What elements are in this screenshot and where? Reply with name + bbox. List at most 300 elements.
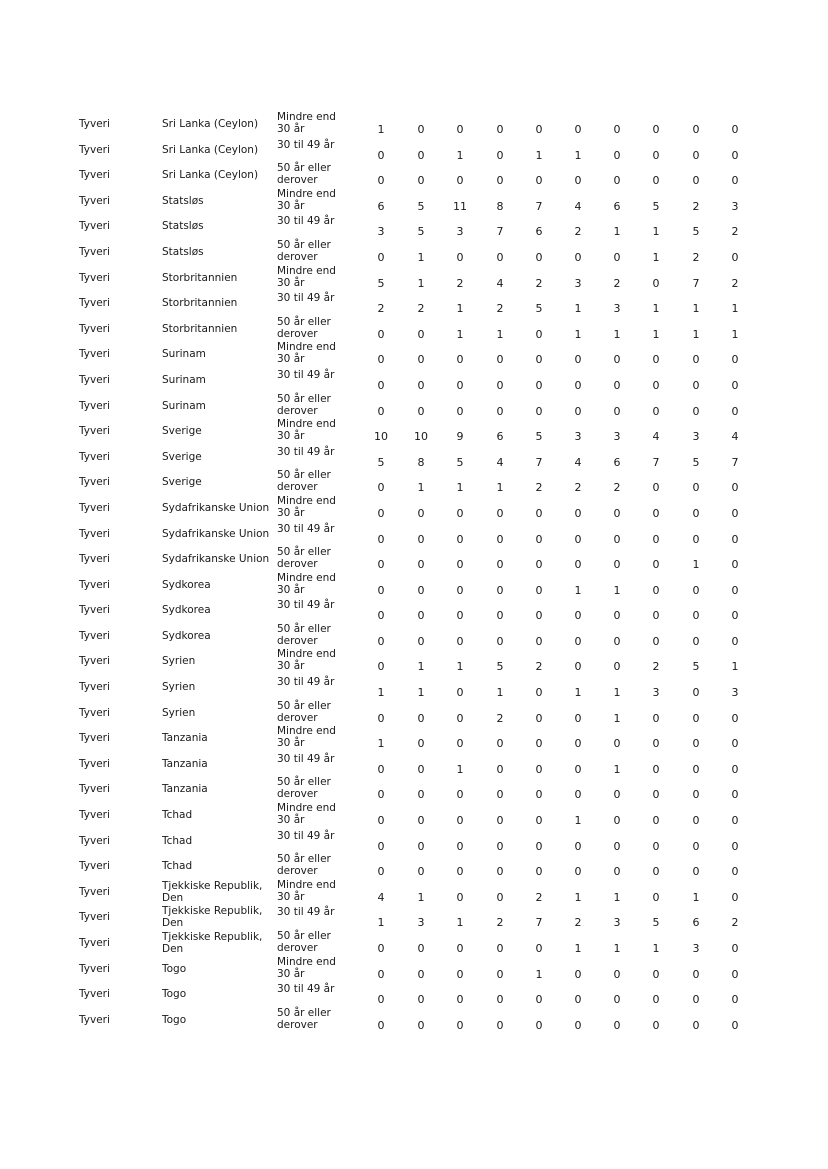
crime-cell: Tyveri <box>79 450 110 463</box>
count-cell: 3 <box>377 225 385 239</box>
count-cell: 0 <box>574 353 582 367</box>
count-cell: 2 <box>574 225 582 239</box>
count-cell: 0 <box>456 558 464 572</box>
count-cell: 0 <box>496 865 504 879</box>
country-cell: Tchad <box>162 809 193 822</box>
count-cell: 8 <box>417 455 425 469</box>
count-cell: 0 <box>496 558 504 572</box>
count-cell: 0 <box>692 148 700 162</box>
count-cell: 0 <box>535 327 543 341</box>
crime-cell: Tyveri <box>79 501 110 514</box>
age-group-cell: 30 til 49 år <box>277 829 335 842</box>
count-cell: 0 <box>456 250 464 264</box>
count-cell: 2 <box>377 302 385 316</box>
country-cell: Storbritannien <box>162 297 238 310</box>
count-cell: 0 <box>377 865 385 879</box>
count-cell: 1 <box>652 250 660 264</box>
count-cell: 3 <box>574 276 582 290</box>
count-cell: 0 <box>456 174 464 188</box>
table-row <box>0 340 828 366</box>
country-cell: Tanzania <box>162 732 208 745</box>
count-cell: 0 <box>692 788 700 802</box>
count-cell: 6 <box>692 916 700 930</box>
count-cell: 0 <box>456 788 464 802</box>
country-cell: Sydkorea <box>162 629 211 642</box>
age-group-cell: 30 til 49 år <box>277 445 335 458</box>
age-group-cell: Mindre end 30 år <box>277 494 336 519</box>
table-row <box>0 238 828 264</box>
count-cell: 0 <box>574 174 582 188</box>
count-cell: 2 <box>613 481 621 495</box>
table-row <box>0 955 828 981</box>
count-cell: 3 <box>613 430 621 444</box>
count-cell: 0 <box>652 865 660 879</box>
count-cell: 4 <box>574 455 582 469</box>
count-cell: 1 <box>496 686 504 700</box>
count-cell: 0 <box>417 711 425 725</box>
count-cell: 0 <box>496 250 504 264</box>
count-cell: 0 <box>652 506 660 520</box>
count-cell: 1 <box>574 583 582 597</box>
count-cell: 0 <box>652 993 660 1007</box>
count-cell: 0 <box>496 148 504 162</box>
count-cell: 0 <box>613 634 621 648</box>
count-cell: 0 <box>535 762 543 776</box>
count-cell: 1 <box>613 711 621 725</box>
count-cell: 0 <box>456 532 464 546</box>
count-cell: 3 <box>613 302 621 316</box>
age-group-cell: Mindre end 30 år <box>277 725 336 750</box>
count-cell: 1 <box>652 327 660 341</box>
crime-cell: Tyveri <box>79 245 110 258</box>
country-cell: Statsløs <box>162 194 204 207</box>
count-cell: 10 <box>414 430 428 444</box>
table-row <box>0 212 828 238</box>
age-group-cell: 50 år eller derover <box>277 853 331 878</box>
country-cell: Surinam <box>162 348 206 361</box>
age-group-cell: Mindre end 30 år <box>277 187 336 212</box>
crime-cell: Tyveri <box>79 706 110 719</box>
count-cell: 0 <box>496 123 504 136</box>
table-row <box>0 443 828 469</box>
table-row <box>0 315 828 341</box>
age-group-cell: Mindre end 30 år <box>277 802 336 827</box>
count-cell: 1 <box>731 660 739 674</box>
count-cell: 0 <box>613 174 621 188</box>
table-row <box>0 699 828 725</box>
count-cell: 0 <box>574 506 582 520</box>
count-cell: 1 <box>456 916 464 930</box>
age-group-cell: Mindre end 30 år <box>277 341 336 366</box>
count-cell: 1 <box>574 148 582 162</box>
count-cell: 0 <box>535 532 543 546</box>
age-group-cell: 30 til 49 år <box>277 522 335 535</box>
country-cell: Storbritannien <box>162 271 238 284</box>
count-cell: 5 <box>496 660 504 674</box>
count-cell: 6 <box>613 455 621 469</box>
count-cell: 0 <box>535 865 543 879</box>
count-cell: 2 <box>613 276 621 290</box>
count-cell: 1 <box>574 686 582 700</box>
count-cell: 0 <box>613 506 621 520</box>
table-row <box>0 289 828 315</box>
count-cell: 5 <box>417 199 425 213</box>
count-cell: 1 <box>692 302 700 316</box>
age-group-cell: 30 til 49 år <box>277 983 335 996</box>
count-cell: 0 <box>574 865 582 879</box>
count-cell: 5 <box>692 455 700 469</box>
count-cell: 0 <box>613 250 621 264</box>
count-cell: 0 <box>574 839 582 853</box>
crime-cell: Tyveri <box>79 885 110 898</box>
count-cell: 8 <box>496 199 504 213</box>
count-cell: 0 <box>574 762 582 776</box>
count-cell: 0 <box>652 1018 660 1032</box>
count-cell: 0 <box>731 865 739 879</box>
count-cell: 0 <box>731 737 739 751</box>
count-cell: 1 <box>613 942 621 955</box>
age-group-cell: Mindre end 30 år <box>277 418 336 443</box>
count-cell: 0 <box>574 660 582 674</box>
table-row <box>0 571 828 597</box>
count-cell: 2 <box>456 276 464 290</box>
count-cell: 1 <box>574 327 582 341</box>
count-cell: 0 <box>731 404 739 418</box>
count-cell: 6 <box>535 225 543 239</box>
country-cell: Tanzania <box>162 757 208 770</box>
count-cell: 0 <box>456 890 464 904</box>
crime-cell: Tyveri <box>79 373 110 386</box>
count-cell: 0 <box>377 788 385 802</box>
count-cell: 0 <box>731 609 739 623</box>
country-cell: Togo <box>162 962 187 975</box>
count-cell: 0 <box>496 788 504 802</box>
count-cell: 1 <box>535 148 543 162</box>
crime-cell: Tyveri <box>79 732 110 745</box>
count-cell: 0 <box>574 609 582 623</box>
count-cell: 0 <box>613 378 621 392</box>
count-cell: 0 <box>613 1018 621 1032</box>
count-cell: 0 <box>535 814 543 828</box>
count-cell: 0 <box>613 558 621 572</box>
count-cell: 1 <box>377 123 385 136</box>
count-cell: 0 <box>377 660 385 674</box>
age-group-cell: Mindre end 30 år <box>277 955 336 980</box>
count-cell: 0 <box>731 711 739 725</box>
count-cell: 0 <box>574 967 582 981</box>
count-cell: 0 <box>692 967 700 981</box>
count-cell: 5 <box>377 276 385 290</box>
statistics-table <box>0 110 828 1031</box>
count-cell: 0 <box>456 686 464 700</box>
count-cell: 5 <box>417 225 425 239</box>
table-row <box>0 647 828 673</box>
country-cell: Tjekkiske Republik, Den <box>162 905 263 930</box>
age-group-cell: 50 år eller derover <box>277 546 331 571</box>
count-cell: 3 <box>652 686 660 700</box>
table-row <box>0 980 828 1006</box>
count-cell: 9 <box>456 430 464 444</box>
count-cell: 1 <box>613 225 621 239</box>
count-cell: 0 <box>731 890 739 904</box>
country-cell: Sydafrikanske Union <box>162 501 270 514</box>
count-cell: 2 <box>692 199 700 213</box>
count-cell: 7 <box>496 225 504 239</box>
crime-cell: Tyveri <box>79 757 110 770</box>
count-cell: 0 <box>456 737 464 751</box>
count-cell: 2 <box>692 250 700 264</box>
count-cell: 3 <box>692 942 700 955</box>
count-cell: 3 <box>731 199 739 213</box>
country-cell: Sverige <box>162 476 202 489</box>
count-cell: 0 <box>535 404 543 418</box>
country-cell: Tjekkiske Republik, Den <box>162 931 263 955</box>
count-cell: 0 <box>652 583 660 597</box>
count-cell: 0 <box>535 174 543 188</box>
crime-cell: Tyveri <box>79 629 110 642</box>
count-cell: 0 <box>692 532 700 546</box>
count-cell: 0 <box>535 583 543 597</box>
count-cell: 2 <box>731 916 739 930</box>
count-cell: 0 <box>574 532 582 546</box>
count-cell: 0 <box>456 839 464 853</box>
count-cell: 1 <box>613 890 621 904</box>
count-cell: 0 <box>574 788 582 802</box>
count-cell: 4 <box>574 199 582 213</box>
count-cell: 0 <box>692 762 700 776</box>
count-cell: 2 <box>535 890 543 904</box>
table-row <box>0 494 828 520</box>
count-cell: 0 <box>496 506 504 520</box>
count-cell: 0 <box>613 148 621 162</box>
count-cell: 2 <box>535 481 543 495</box>
count-cell: 2 <box>496 916 504 930</box>
count-cell: 0 <box>377 762 385 776</box>
count-cell: 2 <box>652 660 660 674</box>
count-cell: 1 <box>417 250 425 264</box>
count-cell: 0 <box>731 506 739 520</box>
count-cell: 0 <box>652 532 660 546</box>
count-cell: 4 <box>377 890 385 904</box>
count-cell: 0 <box>692 865 700 879</box>
count-cell: 0 <box>731 634 739 648</box>
country-cell: Sverige <box>162 450 202 463</box>
country-cell: Syrien <box>162 706 196 719</box>
table-row <box>0 264 828 290</box>
count-cell: 0 <box>731 839 739 853</box>
count-cell: 1 <box>417 660 425 674</box>
count-cell: 0 <box>731 814 739 828</box>
count-cell: 0 <box>496 378 504 392</box>
count-cell: 0 <box>496 942 504 955</box>
count-cell: 0 <box>496 583 504 597</box>
count-cell: 0 <box>535 788 543 802</box>
count-cell: 0 <box>417 993 425 1007</box>
table-row <box>0 903 828 929</box>
crime-cell: Tyveri <box>79 783 110 796</box>
age-group-cell: 30 til 49 år <box>277 292 335 305</box>
count-cell: 0 <box>377 993 385 1007</box>
crime-cell: Tyveri <box>79 553 110 566</box>
count-cell: 0 <box>496 967 504 981</box>
count-cell: 0 <box>613 123 621 136</box>
count-cell: 0 <box>613 839 621 853</box>
count-cell: 0 <box>692 174 700 188</box>
count-cell: 0 <box>652 711 660 725</box>
count-cell: 0 <box>692 609 700 623</box>
count-cell: 11 <box>453 199 467 213</box>
count-cell: 10 <box>374 430 388 444</box>
count-cell: 1 <box>377 737 385 751</box>
age-group-cell: Mindre end 30 år <box>277 571 336 596</box>
country-cell: Tchad <box>162 860 193 873</box>
crime-cell: Tyveri <box>79 834 110 847</box>
crime-cell: Tyveri <box>79 271 110 284</box>
table-row <box>0 852 828 878</box>
count-cell: 0 <box>613 660 621 674</box>
count-cell: 0 <box>613 737 621 751</box>
count-cell: 0 <box>692 634 700 648</box>
count-cell: 0 <box>456 378 464 392</box>
count-cell: 0 <box>613 532 621 546</box>
count-cell: 0 <box>652 737 660 751</box>
age-group-cell: 50 år eller derover <box>277 469 331 494</box>
crime-cell: Tyveri <box>79 194 110 207</box>
count-cell: 0 <box>377 404 385 418</box>
count-cell: 0 <box>613 865 621 879</box>
count-cell: 0 <box>377 148 385 162</box>
country-cell: Syrien <box>162 655 196 668</box>
count-cell: 0 <box>377 609 385 623</box>
count-cell: 1 <box>456 302 464 316</box>
count-cell: 0 <box>731 788 739 802</box>
count-cell: 0 <box>417 506 425 520</box>
count-cell: 0 <box>377 558 385 572</box>
table-row <box>0 468 828 494</box>
age-group-cell: 50 år eller derover <box>277 315 331 340</box>
count-cell: 0 <box>535 250 543 264</box>
count-cell: 0 <box>731 481 739 495</box>
crime-cell: Tyveri <box>79 809 110 822</box>
table-row <box>0 136 828 162</box>
count-cell: 0 <box>731 123 739 136</box>
count-cell: 7 <box>535 916 543 930</box>
count-cell: 0 <box>692 711 700 725</box>
country-cell: Surinam <box>162 373 206 386</box>
count-cell: 0 <box>652 762 660 776</box>
count-cell: 0 <box>417 353 425 367</box>
age-group-cell: Mindre end 30 år <box>277 648 336 673</box>
count-cell: 0 <box>377 506 385 520</box>
count-cell: 0 <box>652 967 660 981</box>
count-cell: 0 <box>731 558 739 572</box>
crime-cell: Tyveri <box>79 169 110 182</box>
count-cell: 1 <box>574 302 582 316</box>
count-cell: 7 <box>535 199 543 213</box>
crime-cell: Tyveri <box>79 143 110 156</box>
age-group-cell: 30 til 49 år <box>277 676 335 689</box>
count-cell: 0 <box>496 174 504 188</box>
age-group-cell: Mindre end 30 år <box>277 111 336 135</box>
count-cell: 1 <box>574 814 582 828</box>
count-cell: 1 <box>456 327 464 341</box>
count-cell: 0 <box>692 993 700 1007</box>
count-cell: 0 <box>535 353 543 367</box>
age-group-cell: 50 år eller derover <box>277 622 331 647</box>
count-cell: 1 <box>417 276 425 290</box>
crime-cell: Tyveri <box>79 578 110 591</box>
count-cell: 5 <box>535 430 543 444</box>
table-row <box>0 545 828 571</box>
crime-cell: Tyveri <box>79 681 110 694</box>
count-cell: 0 <box>692 123 700 136</box>
count-cell: 0 <box>496 404 504 418</box>
count-cell: 1 <box>652 225 660 239</box>
count-cell: 0 <box>417 558 425 572</box>
count-cell: 7 <box>731 455 739 469</box>
table-row <box>0 187 828 213</box>
count-cell: 0 <box>652 558 660 572</box>
table-row <box>0 520 828 546</box>
age-group-cell: 50 år eller derover <box>277 699 331 724</box>
table-row <box>0 417 828 443</box>
count-cell: 0 <box>535 378 543 392</box>
count-cell: 0 <box>613 814 621 828</box>
count-cell: 0 <box>574 558 582 572</box>
count-cell: 0 <box>692 378 700 392</box>
crime-cell: Tyveri <box>79 527 110 540</box>
crime-cell: Tyveri <box>79 297 110 310</box>
count-cell: 4 <box>731 430 739 444</box>
count-cell: 0 <box>574 993 582 1007</box>
count-cell: 0 <box>731 148 739 162</box>
count-cell: 0 <box>456 123 464 136</box>
country-cell: Storbritannien <box>162 322 238 335</box>
count-cell: 0 <box>377 327 385 341</box>
count-cell: 0 <box>417 967 425 981</box>
count-cell: 1 <box>731 327 739 341</box>
count-cell: 0 <box>535 993 543 1007</box>
count-cell: 0 <box>417 737 425 751</box>
age-group-cell: 50 år eller derover <box>277 392 331 417</box>
crime-cell: Tyveri <box>79 322 110 335</box>
count-cell: 0 <box>377 967 385 981</box>
crime-cell: Tyveri <box>79 604 110 617</box>
count-cell: 0 <box>456 814 464 828</box>
count-cell: 0 <box>496 890 504 904</box>
count-cell: 4 <box>652 430 660 444</box>
count-cell: 0 <box>535 711 543 725</box>
count-cell: 0 <box>456 609 464 623</box>
count-cell: 0 <box>456 353 464 367</box>
count-cell: 2 <box>731 225 739 239</box>
country-cell: Tchad <box>162 834 193 847</box>
count-cell: 0 <box>731 174 739 188</box>
count-cell: 0 <box>377 1018 385 1032</box>
country-cell: Sydafrikanske Union <box>162 527 270 540</box>
age-group-cell: 30 til 49 år <box>277 906 335 919</box>
count-cell: 5 <box>456 455 464 469</box>
count-cell: 0 <box>692 583 700 597</box>
count-cell: 0 <box>652 788 660 802</box>
count-cell: 1 <box>417 686 425 700</box>
count-cell: 0 <box>496 634 504 648</box>
count-cell: 0 <box>731 762 739 776</box>
count-cell: 1 <box>613 762 621 776</box>
crime-cell: Tyveri <box>79 220 110 233</box>
count-cell: 0 <box>456 711 464 725</box>
count-cell: 0 <box>456 634 464 648</box>
